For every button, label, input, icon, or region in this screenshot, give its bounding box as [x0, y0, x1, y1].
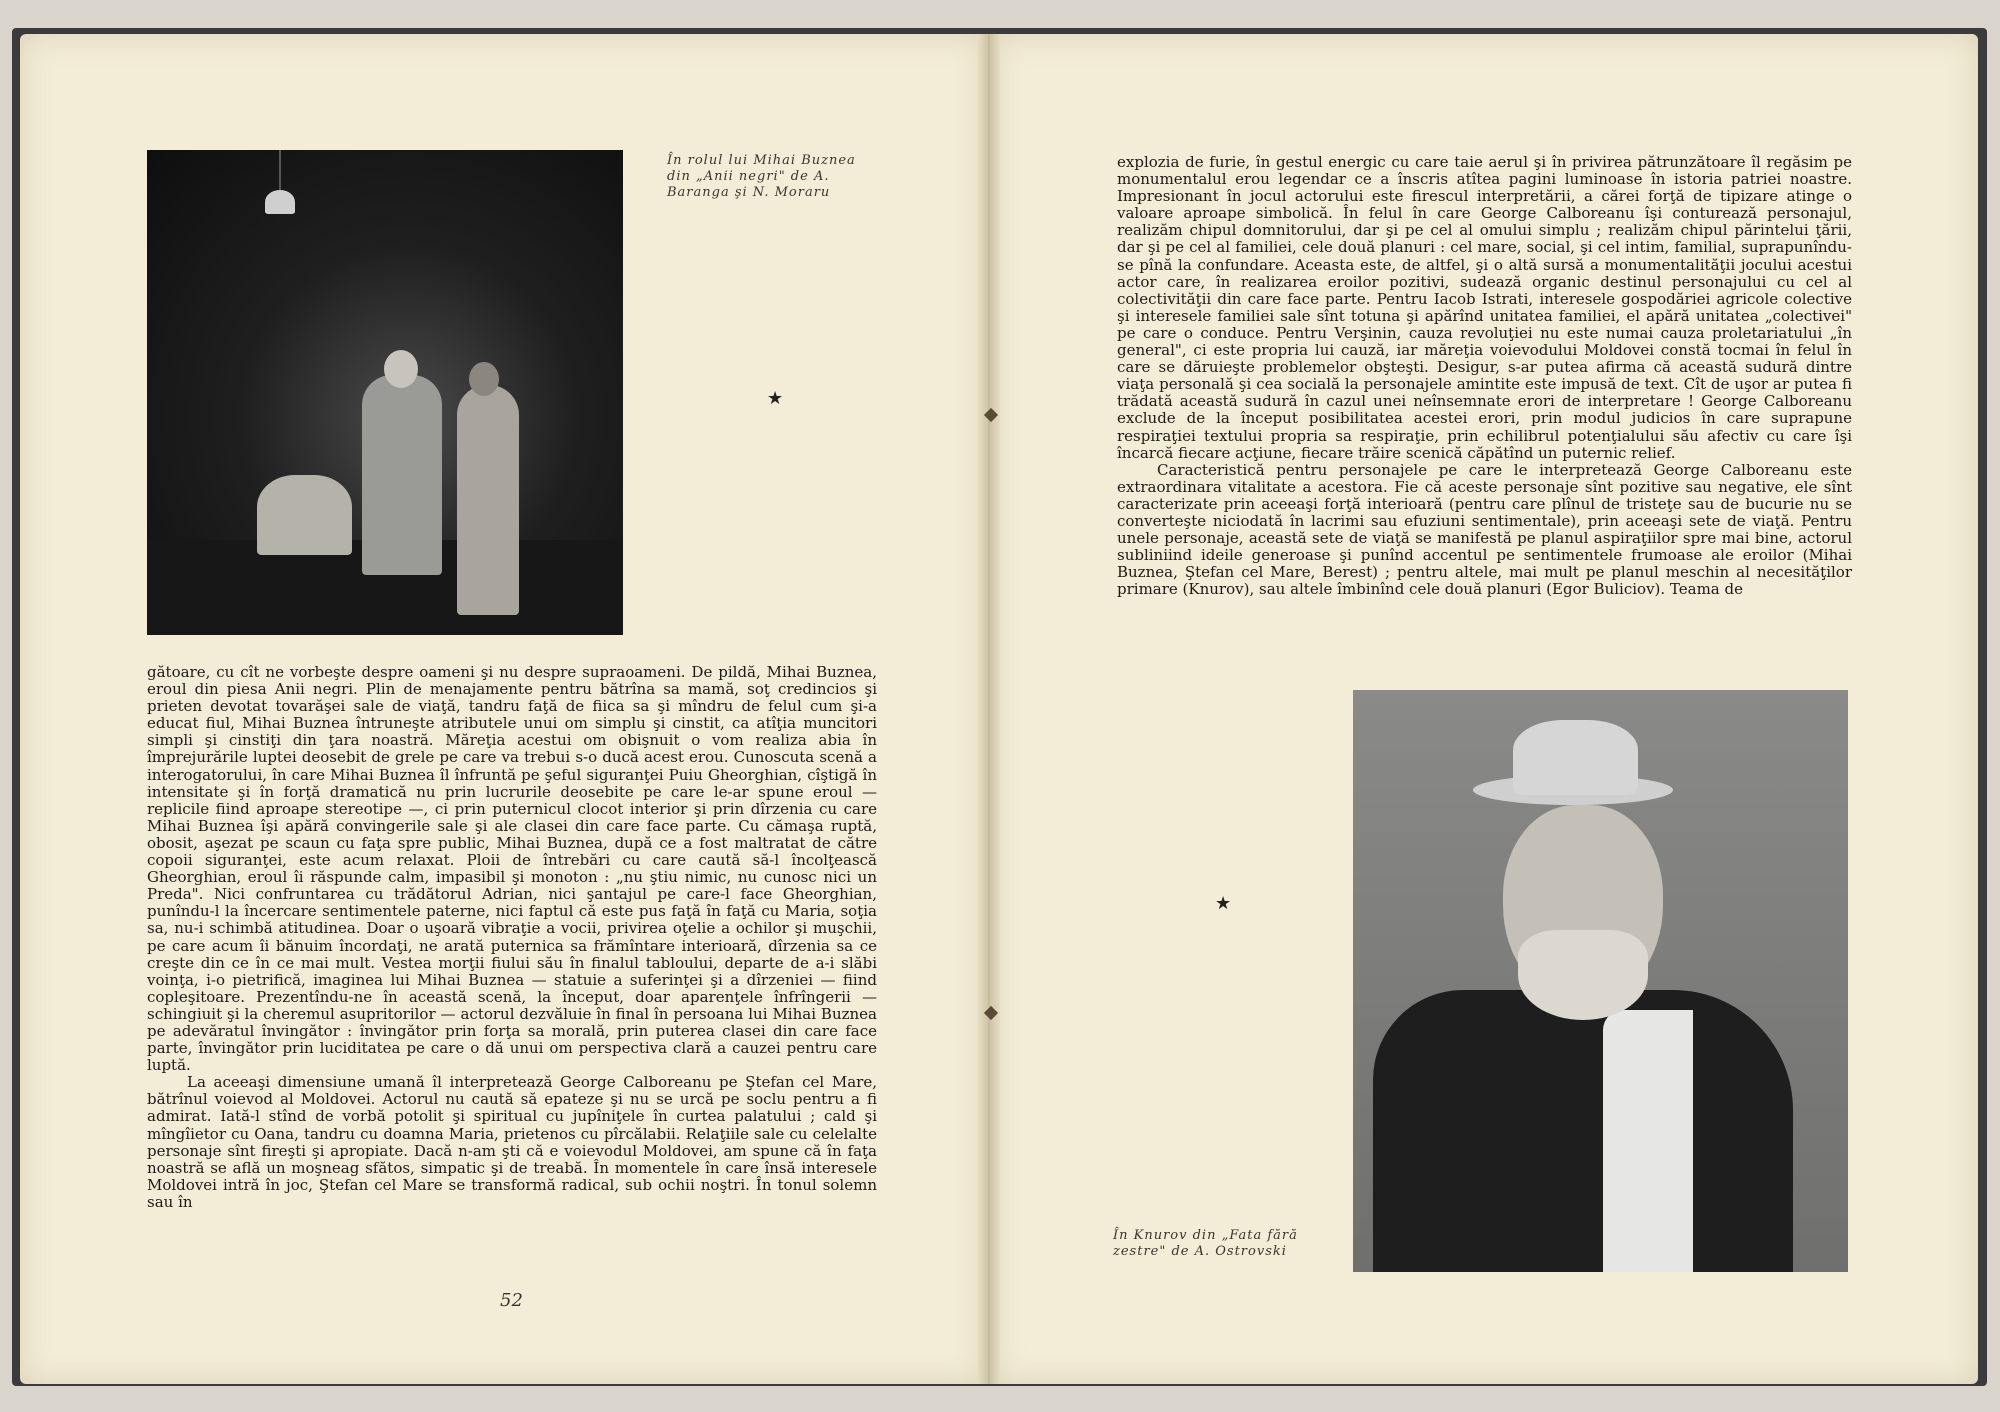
page-number: 52: [500, 1290, 523, 1311]
right-page-text: [1117, 154, 1852, 598]
beard-shape: [1518, 930, 1648, 1020]
star-ornament-left: ★: [767, 388, 784, 409]
left-page-text: [147, 664, 877, 1211]
paragraph: gătoare, cu cît ne vorbeşte despre oameni şi nu despre supraoameni. De pildă, Mihai Buznea, eroul din piesa Anii negri. Plin de menajamente pentru bătrîna sa mamă, soţ credincios şi prieten devotat tovarăşei sale de viaţă, tandru faţă de fiica sa şi mîndru de felul cum şi-a educat fiul, Mihai Buznea întruneşte atributele unui om simplu şi cinstit, ca atîţia muncitori simpli şi cinstiţi din ţara noastră. Măreţia acestui om obişnuit o vom realiza abia în împrejurările luptei deosebit de grele pe care va trebui s-o ducă acest erou. Cunoscuta scenă a interogatorului, în care Mihai Buznea îl înfruntă pe şeful siguranţei Puiu Gheorghian, cîştigă în intensitate şi în forţă dramatică nu prin lucrurile deosebite pe care le-ar spune eroul — replicile fiind aproape stereotipe —, ci prin puternicul clocot interior şi prin dîrzenia cu care Mihai Buznea îşi apără convingerile sale şi ale clasei din care face parte. Cu cămaşa ruptă, obosit, aşezat pe scaun cu faţa spre public, Mihai Buznea, după ce a fost maltratat de către copoii siguranţei, este acum relaxat. Ploii de întrebări cu care caută să-l încolţească Gheorghian, eroul îi răspunde calm, impasibil şi monoton : „nu ştiu nimic, nu cunosc nici un Preda". Nici confruntarea cu trădătorul Adrian, nici şantajul pe care-l face Gheorghian, punîndu-l la încercare sentimentele paterne, nici faptul că este pus faţă în faţă cu Maria, soţia sa, nu-i schimbă atitudinea. Doar o uşoară vibraţie a vocii, privirea oţelie a ochilor şi muşchii, pe care acum îi bănuim încordaţi, ne arată puternica sa frămîntare interioară, dîrzenia sa ce creşte din ce în ce mai mult. Vestea morţii fiului său în finalul tabloului, departe de a-i slăbi voinţa, i-o pietrifică, imaginea lui Mihai Buznea — statuie a suferinţei şi a dîrzeniei — fiind copleşitoare. Prezentîndu-ne în această scenă, la început, doar aparenţele înfrîngerii — schingiuit şi la cheremul asupritorilor — actorul dezvăluie în final în persoana lui Mihai Buznea pe adevăratul învingător : învingător prin forţa sa morală, prin puterea clasei din care face parte, învingător prin luciditatea pe care o dă unui om perspectiva clară a cauzei pentru care luptă.: [147, 663, 877, 1075]
actor-figure: [362, 375, 442, 575]
table-shape: [257, 475, 352, 555]
lamp-icon: [265, 190, 295, 214]
book-gutter: [978, 34, 1000, 1384]
coat-shape: [1373, 990, 1793, 1272]
stage-photo-anii-negri: [147, 150, 623, 635]
paragraph: La aceeaşi dimensiune umană îl interpretează George Calboreanu pe Ştefan cel Mare, bătrînul voievod al Moldovei. Actorul nu caută să epateze şi nu se urcă pe soclu pentru a fi admirat. Iată-l stînd de vorbă potolit şi spiritual cu jupîniţele în curtea palatului ; cald şi mîngîietor cu Oana, tandru cu doamna Maria, prietenos cu pîrcălabii. Relaţiile sale cu celelalte personaje sînt fireşti şi apropiate. Dacă n-am şti că e voievodul Moldovei, am spune că în faţa noastră se află un moşneag sfătos, simpatic şi de treabă. În momentele în care însă interesele Moldovei intră în joc, Ştefan cel Mare se transformă radical, sub ochii noştri. În tonul solemn sau în: [147, 1073, 877, 1211]
photo-caption-left: În rolul lui Mihai Buznea din „Anii negri" de A. Baranga şi N. Moraru: [667, 153, 856, 200]
actress-figure: [457, 385, 519, 615]
actress-head: [469, 362, 499, 396]
collar-shape: [1603, 1010, 1693, 1272]
portrait-photo-knurov: [1353, 690, 1848, 1272]
lamp-cord: [279, 150, 281, 192]
star-ornament-right: ★: [1215, 893, 1232, 914]
hat-icon: [1513, 720, 1638, 795]
paragraph: explozia de furie, în gestul energic cu care taie aerul şi în privirea pătrunzătoare îl regăsim pe monumentalul erou legendar ce a înscris atîtea pagini luminoase în istoria patriei noastre. Impresionant în jocul actorului este firescul interpretării, a cărei forţă de tipizare atinge o valoare aproape simbolică. În felul în care George Calboreanu îşi conturează personajul, realizăm chipul domnitorului, dar şi pe cel al omului simplu ; realizăm chipul părintelui ţării, dar şi pe cel al familiei, cele două planuri : cel mare, social, şi cel intim, familial, suprapunîndu-se pînă la confundare. Aceasta este, de altfel, şi o altă sursă a monumentalităţii jocului acestui actor care, în realizarea eroilor pozitivi, sudează organic destinul personajului cu cel al colectivităţii din care face parte. Pentru Iacob Istrati, interesele gospodăriei agricole colective şi interesele familiei sale sînt totuna şi apărînd unitatea familiei, el apără unitatea „colectivei" pe care o conduce. Pentru Verşinin, cauza revoluţiei nu este numai cauza proletariatului „în general", ci este propria lui cauză, iar măreţia voievodului Moldovei constă tocmai în felul în care se dăruieşte problemelor obşteşti. Desigur, s-ar putea afirma că această sudură dintre viaţa personală şi cea socială la personajele amintite este impusă de text. Cît de uşor ar putea fi trădată această sudură în cazul unei neînsemnate erori de interpretare ! George Calboreanu exclude de la început posibilitatea acestei erori, prin modul judicios în care suprapune respiraţiei textului propria sa respiraţie, prin echilibrul potenţialului său afectiv cu care îşi încarcă fiecare acţiune, fiecare trăire scenică căpătînd un puternic relief.: [1117, 153, 1852, 462]
photo-caption-right: În Knurov din „Fata fără zestre" de A. Ostrovski: [1113, 1228, 1298, 1259]
actor-head: [384, 350, 418, 388]
paragraph: Caracteristică pentru personajele pe care le interpretează George Calboreanu este extraordinara vitalitate a acestora. Fie că aceste personaje sînt pozitive sau negative, ele sînt caracterizate prin aceeaşi forţă interioară (pentru care plînul de tristeţe sau de bucurie nu se converteşte niciodată în lacrimi sau efuziuni sentimentale), prin aceeaşi sete de viaţă. Pentru unele personaje, această sete de viaţă se manifestă pe planul aspiraţiilor spre mai bine, actorul subliniind ideile generoase şi punînd accentul pe sentimentele frumoase ale eroilor (Mihai Buznea, Ştefan cel Mare, Berest) ; pentru altele, mai mult pe planul meschin al necesităţilor primare (Knurov), sau altele îmbinînd cele două planuri (Egor Buliciov). Teama de: [1117, 460, 1852, 599]
